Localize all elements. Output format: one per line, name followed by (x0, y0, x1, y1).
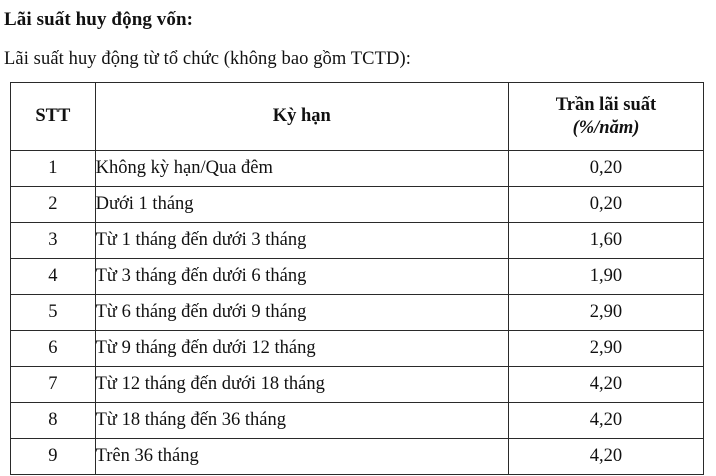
table-row (11, 259, 704, 295)
row-stt: 9 (11, 439, 96, 475)
table-row (11, 223, 704, 259)
header-rate-unit: (%/năm) (572, 117, 640, 138)
table-body (11, 151, 704, 475)
section-heading: Lãi suất huy động vốn: (4, 9, 194, 30)
header-stt: STT (11, 83, 96, 151)
table-row (11, 187, 704, 223)
row-term: Không kỳ hạn/Qua đêm (95, 151, 508, 187)
table-row (11, 403, 704, 439)
row-stt: 2 (11, 187, 96, 223)
interest-rate-table (10, 82, 704, 475)
table-row (11, 367, 704, 403)
row-stt: 5 (11, 295, 96, 331)
header-rate-label: Trần lãi suất (555, 94, 657, 115)
row-stt: 8 (11, 403, 96, 439)
row-rate: 4,20 (508, 403, 703, 439)
header-row (11, 83, 704, 151)
table-row (11, 439, 704, 475)
row-rate: 4,20 (508, 439, 703, 475)
row-stt: 1 (11, 151, 96, 187)
row-rate: 2,90 (508, 331, 703, 367)
table-header (11, 83, 704, 151)
row-rate: 0,20 (508, 151, 703, 187)
row-stt: 7 (11, 367, 96, 403)
row-stt: 4 (11, 259, 96, 295)
table-row (11, 151, 704, 187)
row-term: Dưới 1 tháng (95, 187, 508, 223)
row-term: Từ 9 tháng đến dưới 12 tháng (95, 331, 508, 367)
row-rate: 2,90 (508, 295, 703, 331)
row-rate: 4,20 (508, 367, 703, 403)
row-stt: 3 (11, 223, 96, 259)
row-term: Trên 36 tháng (95, 439, 508, 475)
table-row (11, 295, 704, 331)
row-term: Từ 18 tháng đến 36 tháng (95, 403, 508, 439)
row-term: Từ 12 tháng đến dưới 18 tháng (95, 367, 508, 403)
row-term: Từ 3 tháng đến dưới 6 tháng (95, 259, 508, 295)
table-row (11, 331, 704, 367)
header-rate (508, 83, 703, 151)
row-term: Từ 6 tháng đến dưới 9 tháng (95, 295, 508, 331)
header-term: Kỳ hạn (95, 83, 508, 151)
section-subheading: Lãi suất huy động từ tổ chức (không bao gồm TCTD): (4, 49, 411, 69)
row-term: Từ 1 tháng đến dưới 3 tháng (95, 223, 508, 259)
row-rate: 1,60 (508, 223, 703, 259)
row-rate: 0,20 (508, 187, 703, 223)
row-stt: 6 (11, 331, 96, 367)
row-rate: 1,90 (508, 259, 703, 295)
